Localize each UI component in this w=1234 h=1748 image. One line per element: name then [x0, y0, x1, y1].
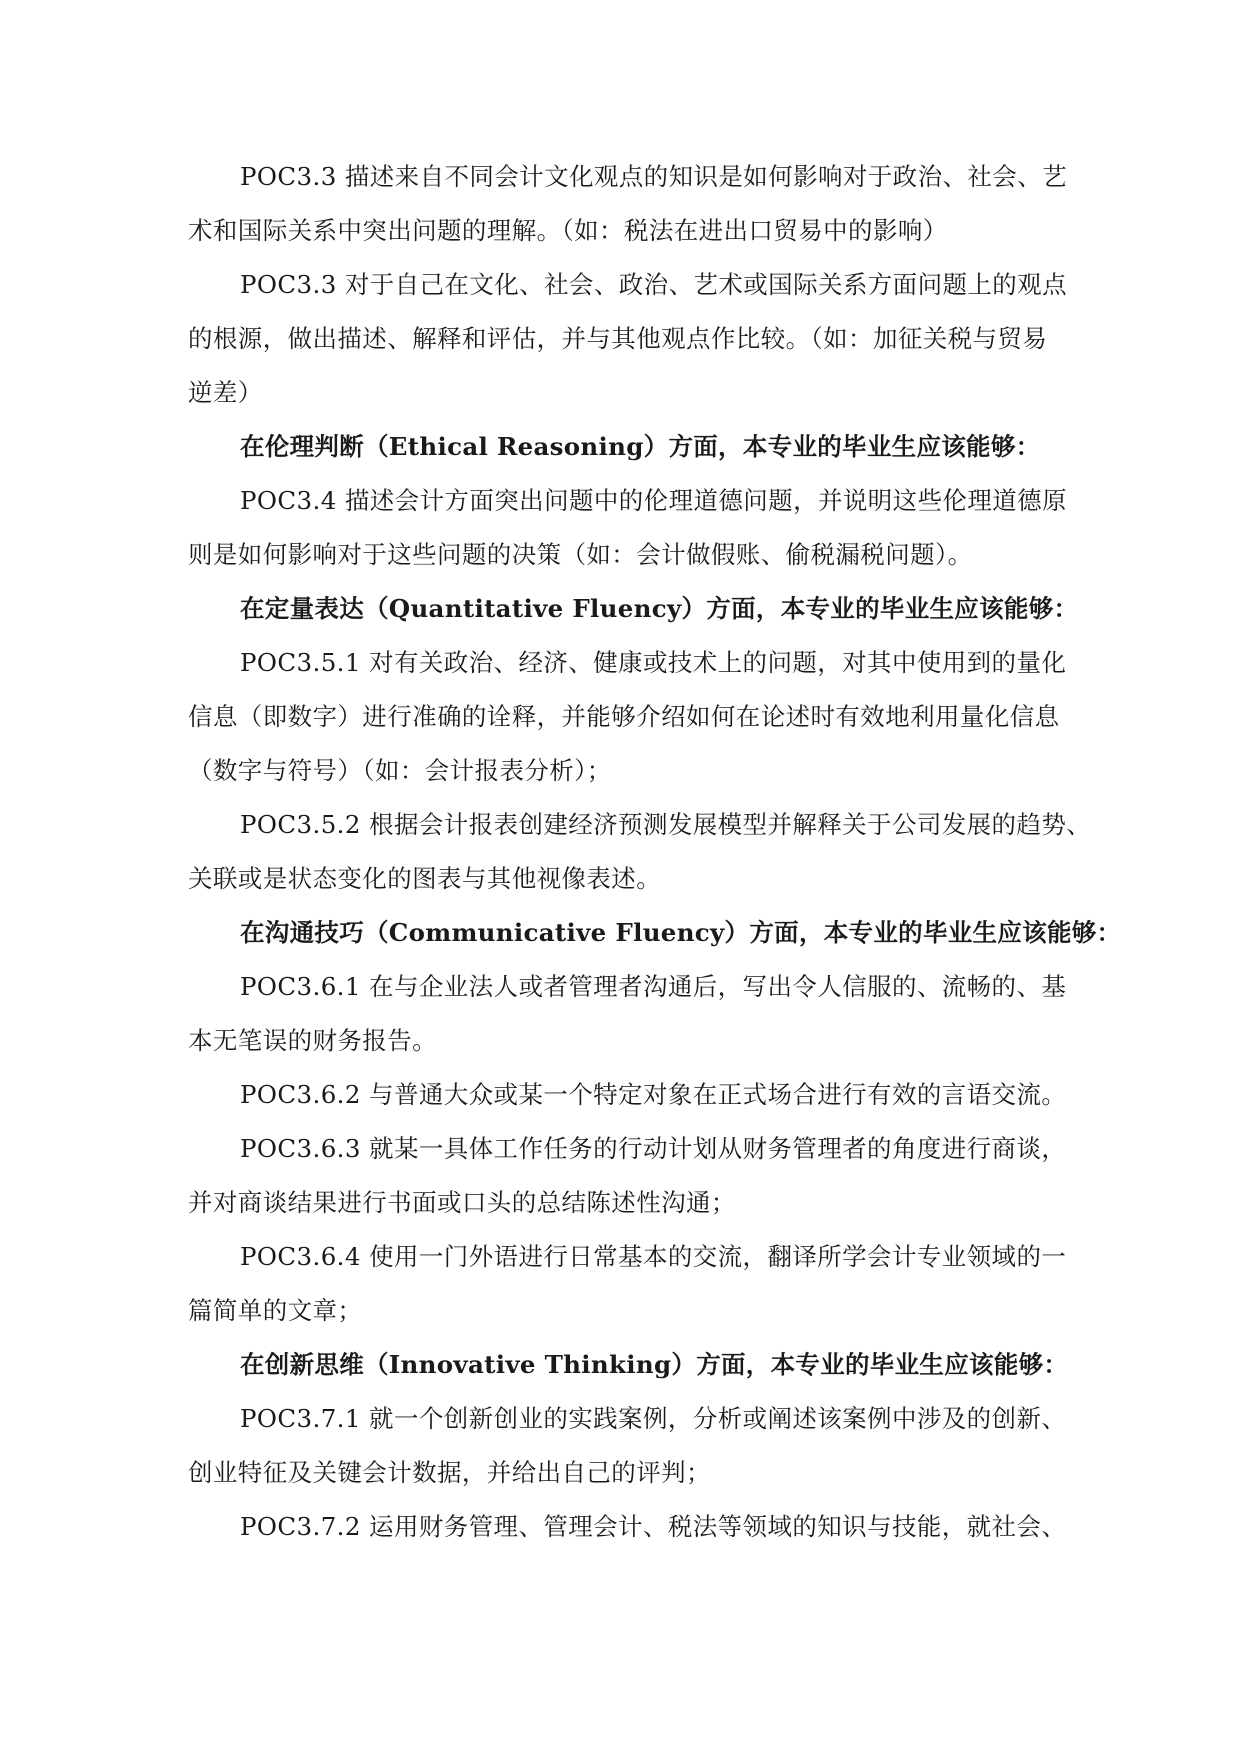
- paragraph-poc3-7-2: [188, 1500, 1067, 1554]
- paragraph-poc3-5-1: [188, 636, 1067, 798]
- text-line: POC3.6.2 与普通大众或某一个特定对象在正式场合进行有效的言语交流。: [240, 1080, 1067, 1109]
- text-line: 逆差）: [188, 378, 263, 407]
- paragraph-poc3-6-4: [188, 1230, 1067, 1338]
- text-line: 并对商谈结果进行书面或口头的总结陈述性沟通；: [188, 1188, 736, 1217]
- section-heading-communicative-fluency: 在沟通技巧（Communicative Fluency）方面，本专业的毕业生应该能够：: [240, 918, 1122, 947]
- paragraph-poc3-6-2: [188, 1068, 1067, 1122]
- section-heading-innovative-thinking: 在创新思维（Innovative Thinking）方面，本专业的毕业生应该能够：: [240, 1350, 1069, 1379]
- text-line: POC3.6.3 就某一具体工作任务的行动计划从财务管理者的角度进行商谈，: [240, 1134, 1067, 1163]
- text-line: 篇简单的文章；: [188, 1296, 363, 1325]
- paragraph-poc3-6-1: [188, 960, 1067, 1068]
- text-line: 创业特征及关键会计数据，并给出自己的评判；: [188, 1458, 711, 1487]
- text-line: POC3.7.2 运用财务管理、管理会计、税法等领域的知识与技能，就社会、: [240, 1512, 1067, 1541]
- text-line: POC3.5.2 根据会计报表创建经济预测发展模型并解释关于公司发展的趋势、: [240, 810, 1092, 839]
- text-line: 关联或是状态变化的图表与其他视像表述。: [188, 864, 662, 893]
- text-line: POC3.6.4 使用一门外语进行日常基本的交流，翻译所学会计专业领域的一: [240, 1242, 1067, 1271]
- text-line: POC3.3 描述来自不同会计文化观点的知识是如何影响对于政治、社会、艺: [240, 162, 1067, 191]
- text-line: 本无笔误的财务报告。: [188, 1026, 437, 1055]
- paragraph-poc3-5-2: [188, 798, 1092, 906]
- paragraph-poc3-4: [188, 474, 1067, 582]
- text-line: 的根源，做出描述、解释和评估，并与其他观点作比较。（如：加征关税与贸易: [188, 324, 1048, 353]
- text-line: 则是如何影响对于这些问题的决策（如：会计做假账、偷税漏税问题）。: [188, 540, 973, 569]
- text-line: 信息（即数字）进行准确的诠释，并能够介绍如何在论述时有效地利用量化信息: [188, 702, 1060, 731]
- paragraph-poc3-3-a: [188, 150, 1067, 258]
- text-line: POC3.3 对于自己在文化、社会、政治、艺术或国际关系方面问题上的观点: [240, 270, 1067, 299]
- section-heading-quantitative-fluency: 在定量表达（Quantitative Fluency）方面，本专业的毕业生应该能够：: [240, 594, 1079, 623]
- text-line: POC3.5.1 对有关政治、经济、健康或技术上的问题，对其中使用到的量化: [240, 648, 1067, 677]
- text-line: （数字与符号）（如：会计报表分析）；: [188, 756, 612, 785]
- text-line: POC3.7.1 就一个创新创业的实践案例，分析或阐述该案例中涉及的创新、: [240, 1404, 1067, 1433]
- section-heading-ethical-reasoning: 在伦理判断（Ethical Reasoning）方面，本专业的毕业生应该能够：: [240, 432, 1041, 461]
- text-line: POC3.6.1 在与企业法人或者管理者沟通后，写出令人信服的、流畅的、基: [240, 972, 1067, 1001]
- text-line: 术和国际关系中突出问题的理解。（如：税法在进出口贸易中的影响）: [188, 216, 948, 245]
- paragraph-poc3-7-1: [188, 1392, 1067, 1500]
- paragraph-poc3-6-3: [188, 1122, 1067, 1230]
- paragraph-poc3-3-b: [188, 258, 1067, 420]
- document-page: [188, 150, 1122, 1554]
- text-line: POC3.4 描述会计方面突出问题中的伦理道德问题，并说明这些伦理道德原: [240, 486, 1067, 515]
